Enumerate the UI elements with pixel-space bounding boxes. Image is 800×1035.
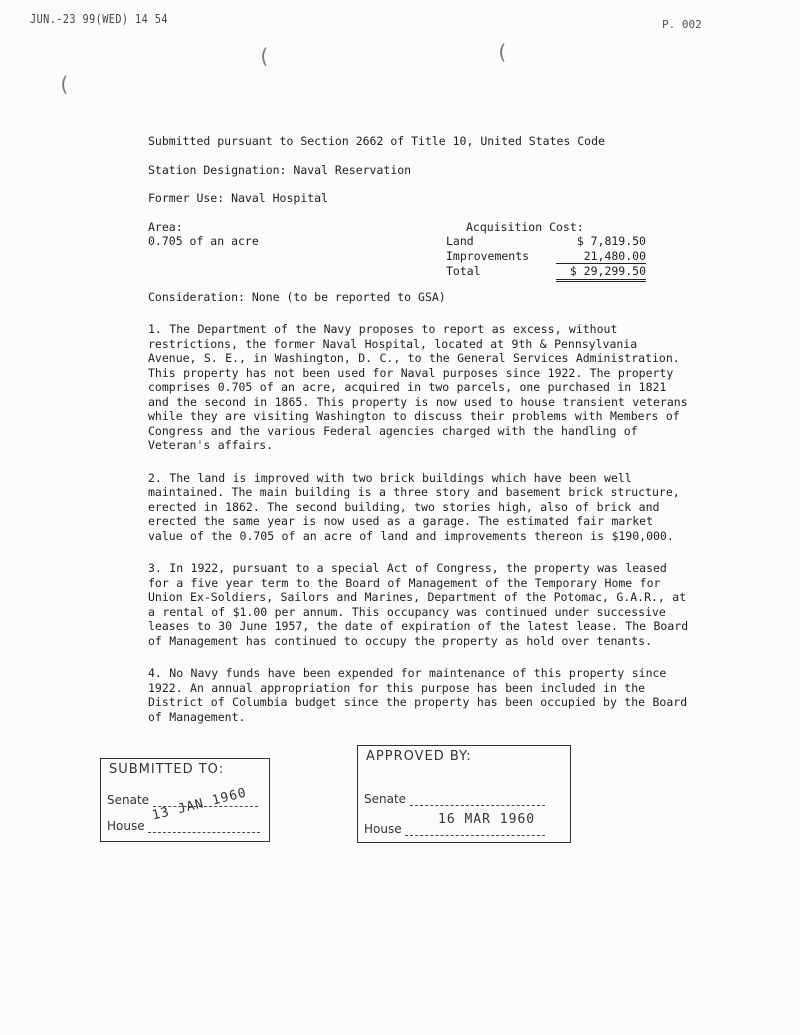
approved-stamp <box>357 745 571 843</box>
cost-amount: 21,480.00 <box>556 249 646 265</box>
fax-header: JUN.-23 99(WED) 14 54 <box>30 12 168 26</box>
area-cost-section <box>148 220 693 282</box>
punch-mark: ( <box>496 40 509 64</box>
consideration: Consideration: None (to be reported to GSA) <box>148 289 446 304</box>
date-stamp: 13 JAN 1960 <box>150 785 249 824</box>
cost-label: Land <box>446 234 474 248</box>
senate-label: Senate <box>364 792 407 806</box>
intro-line: Submitted pursuant to Section 2662 of Title 10, United States Code <box>148 134 605 148</box>
date-stamp: 16 MAR 1960 <box>438 812 536 827</box>
cost-title: Acquisition Cost: <box>466 219 584 234</box>
house-line <box>107 819 260 833</box>
paragraph-3: 3. In 1922, pursuant to a special Act of Congress, the property was leased for a five year term to the Board of Management of the Temporary Home for Union Ex-Soldiers, Sailors and Marines, Department of the Potomac, G.A.R., at a rental of $1.00 per annum. This occupancy was continued under successive leases to 30 June 1957, the date of expiration of the latest lease. The Board of Management has continued to occupy the property as hold over tenants. <box>148 561 689 648</box>
cost-row-land <box>446 234 646 249</box>
document-body <box>148 134 693 742</box>
cost-label: Improvements <box>446 248 530 263</box>
signature-line <box>410 805 545 806</box>
former-use: Former Use: Naval Hospital <box>148 191 329 205</box>
area-block <box>148 220 259 249</box>
paragraph-1: 1. The Department of the Navy proposes to report as excess, without restrictions, the former Naval Hospital, located at 9th & Pennsylvania Avenue, S. E., in Washington, D. C., to the General Services Administration. This property has not been used for Naval purposes since 1922. The property comprises 0.705 of an acre, acquired in two parcels, one purchased in 1821 and the second in 1865. This property is now used to house transient veterans while they are visiting Washington to discuss their problems with Members of Congress and the various Federal agencies charged with the handling of Veteran's affairs. <box>148 322 688 452</box>
cost-row-improvements <box>446 249 646 265</box>
stamp-title: APPROVED BY: <box>366 749 472 764</box>
paragraph-4: 4. No Navy funds have been expended for maintenance of this property since 1922. An annual appropriation for this purpose has been included in the District of Columbia budget since the property has been occupied by the Board of Management. <box>148 666 688 724</box>
cost-amount: $ 7,819.50 <box>576 234 646 248</box>
area-value: 0.705 of an acre <box>148 234 259 248</box>
submitted-stamp <box>100 758 270 842</box>
paragraph-2: 2. The land is improved with two brick buildings which have been well maintained. The main building is a three story and basement brick structure, erected in 1862. The second building, two stories high, also of brick and erected the same year is now used as a garage. The estimated fair market value of the 0.705 of an acre of land and improvements thereon is $190,000. <box>148 470 680 543</box>
senate-label: Senate <box>107 793 150 807</box>
cost-row-total <box>446 264 646 282</box>
punch-mark: ( <box>58 72 71 96</box>
station-designation: Station Designation: Naval Reservation <box>148 162 412 177</box>
punch-mark: ( <box>258 44 271 68</box>
stamp-title: SUBMITTED TO: <box>109 762 225 777</box>
page-mark: P. 002 <box>662 18 702 31</box>
house-label: House <box>364 822 402 836</box>
area-label: Area: <box>148 219 183 234</box>
house-label: House <box>107 819 145 833</box>
signature-line <box>405 835 545 836</box>
acquisition-cost-block <box>446 220 646 282</box>
senate-line <box>364 792 545 806</box>
cost-amount: $ 29,299.50 <box>556 264 646 282</box>
signature-line <box>148 832 260 833</box>
cost-label: Total <box>446 264 481 278</box>
